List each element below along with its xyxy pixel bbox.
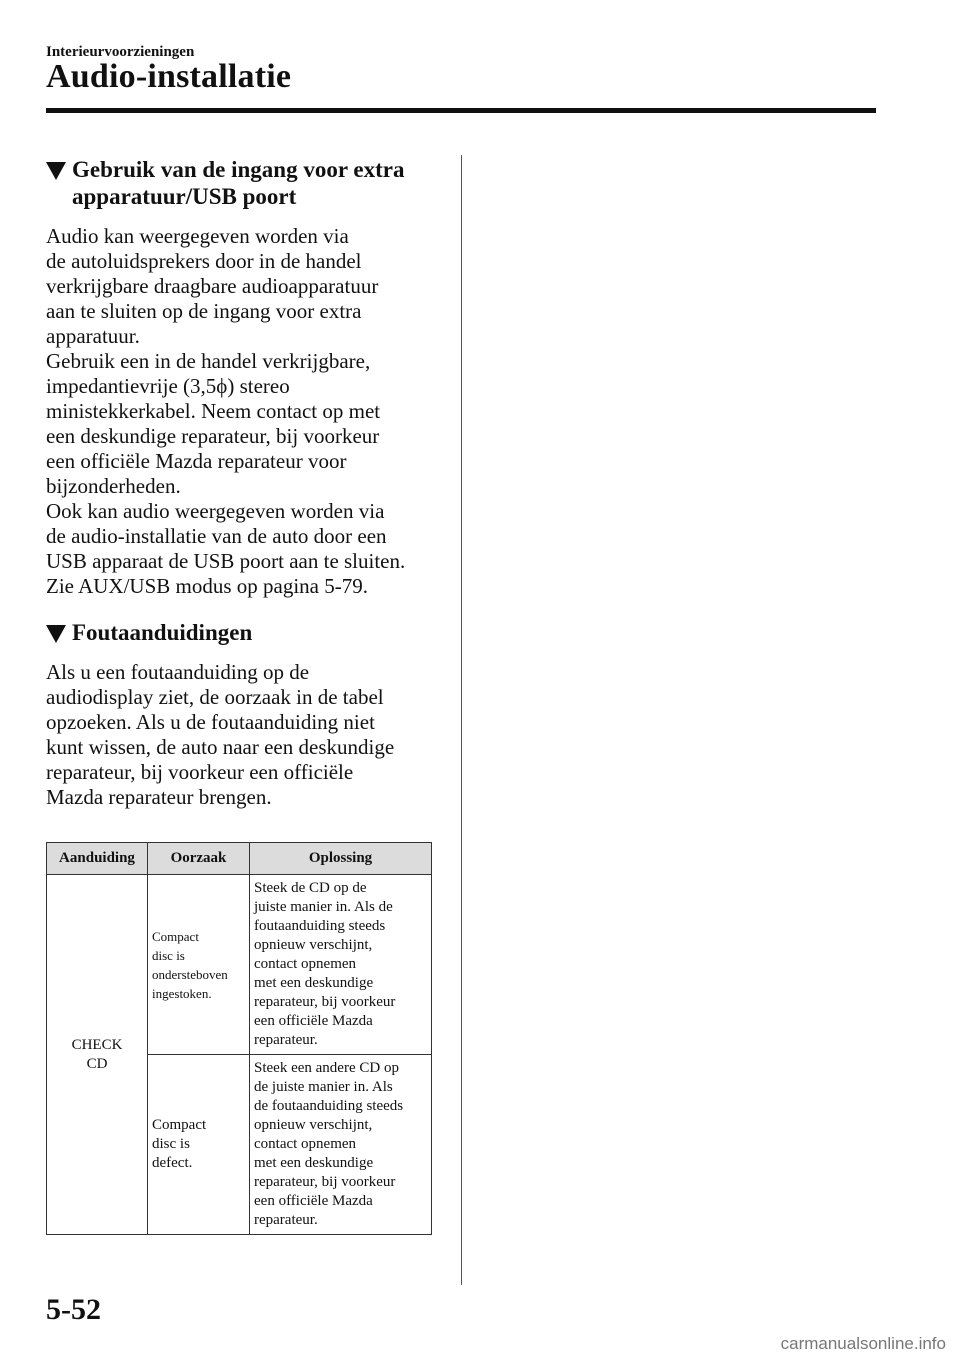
text-line: Zie AUX/USB modus op pagina 5-79.	[46, 574, 368, 598]
solution-line: reparateur.	[254, 1212, 318, 1228]
header-cause: Oorzaak	[148, 843, 250, 875]
cause-line: Compact	[152, 1117, 207, 1133]
heading-line: apparatuur/USB poort	[72, 184, 297, 209]
cause-line: Compact	[152, 928, 199, 944]
indication-cell	[47, 875, 148, 1235]
table-row	[47, 875, 432, 1055]
left-column	[46, 156, 438, 1235]
text-line: apparatuur.	[46, 324, 140, 348]
section-heading-text: Foutaanduidingen	[72, 620, 253, 645]
triangle-bullet-icon	[46, 625, 66, 643]
text-line: een deskundige reparateur, bij voorkeur	[46, 424, 380, 448]
text-line: Als u een foutaanduiding op de	[46, 660, 310, 684]
solution-line: Steek een andere CD op	[254, 1060, 399, 1076]
cause-line: defect.	[152, 1155, 193, 1171]
solution-line: een officiële Mazda	[254, 1193, 373, 1209]
solution-line: de juiste manier in. Als	[254, 1079, 393, 1095]
text-line: impedantievrije (3,5ϕ) stereo	[46, 374, 290, 398]
section-heading-errors	[46, 619, 438, 646]
text-line: ministekkerkabel. Neem contact op met	[46, 399, 381, 423]
solution-line: een officiële Mazda	[254, 1013, 373, 1029]
cause-cell	[148, 875, 250, 1055]
cause-cell	[148, 1055, 250, 1235]
text-line: de autoluidsprekers door in de handel	[46, 249, 362, 273]
section-heading-aux-usb	[46, 156, 438, 210]
text-line: Gebruik een in de handel verkrijgbare,	[46, 349, 371, 373]
text-line: USB apparaat de USB poort aan te sluiten.	[46, 549, 406, 573]
watermark: carmanualsonline.info	[780, 1334, 946, 1353]
text-line: aan te sluiten op de ingang voor extra	[46, 299, 362, 323]
text-line: Mazda reparateur brengen.	[46, 785, 272, 809]
indication-line: CD	[86, 1055, 108, 1072]
text-line: reparateur, bij voorkeur een officiële	[46, 760, 354, 784]
solution-line: reparateur, bij voorkeur	[254, 994, 396, 1010]
table-header-row	[47, 843, 432, 875]
text-line: een officiële Mazda reparateur voor	[46, 449, 347, 473]
cause-line: ondersteboven	[152, 966, 228, 982]
solution-cell	[250, 875, 432, 1055]
text-line: bijzonderheden.	[46, 474, 181, 498]
solution-line: reparateur, bij voorkeur	[254, 1174, 396, 1190]
cause-line: ingestoken.	[152, 985, 212, 1001]
indication-line: CHECK	[71, 1036, 123, 1053]
solution-line: contact opnemen	[254, 1136, 357, 1152]
solution-line: contact opnemen	[254, 956, 357, 972]
header-solution: Oplossing	[250, 843, 432, 875]
errors-paragraph	[46, 660, 438, 810]
text-line: kunt wissen, de auto naar een deskundige	[46, 735, 395, 759]
solution-line: reparateur.	[254, 1032, 318, 1048]
triangle-bullet-icon	[46, 162, 66, 180]
solution-line: opnieuw verschijnt,	[254, 1117, 373, 1133]
text-line: Audio kan weergegeven worden via	[46, 224, 349, 248]
chapter-title: Audio-installatie	[46, 58, 292, 95]
solution-line: met een deskundige	[254, 1155, 374, 1171]
solution-cell	[250, 1055, 432, 1235]
text-line: de audio-installatie van de auto door een	[46, 524, 387, 548]
column-divider	[461, 155, 462, 1285]
text-line: opzoeken. Als u de foutaanduiding niet	[46, 710, 375, 734]
solution-line: opnieuw verschijnt,	[254, 937, 373, 953]
text-line: Ook kan audio weergegeven worden via	[46, 499, 385, 523]
text-line: verkrijgbare draagbare audioapparatuur	[46, 274, 379, 298]
page-number: 5-52	[46, 1293, 101, 1326]
header-indication: Aanduiding	[47, 843, 148, 875]
solution-line: foutaanduiding steeds	[254, 918, 386, 934]
solution-line: Steek de CD op de	[254, 880, 367, 896]
heading-line: Gebruik van de ingang voor extra	[72, 157, 405, 182]
section-heading-text	[72, 156, 404, 210]
cause-line: disc is	[152, 1136, 190, 1152]
solution-line: met een deskundige	[254, 975, 374, 991]
aux-usb-paragraph	[46, 224, 438, 599]
cause-line: disc is	[152, 947, 185, 963]
solution-line: de foutaanduiding steeds	[254, 1098, 404, 1114]
title-rule	[46, 108, 876, 113]
section-gap	[46, 599, 438, 619]
running-head: Interieurvoorzieningen	[46, 44, 195, 60]
error-table	[46, 842, 432, 1235]
solution-line: juiste manier in. Als de	[254, 899, 393, 915]
text-line: audiodisplay ziet, de oorzaak in de tabel	[46, 685, 384, 709]
